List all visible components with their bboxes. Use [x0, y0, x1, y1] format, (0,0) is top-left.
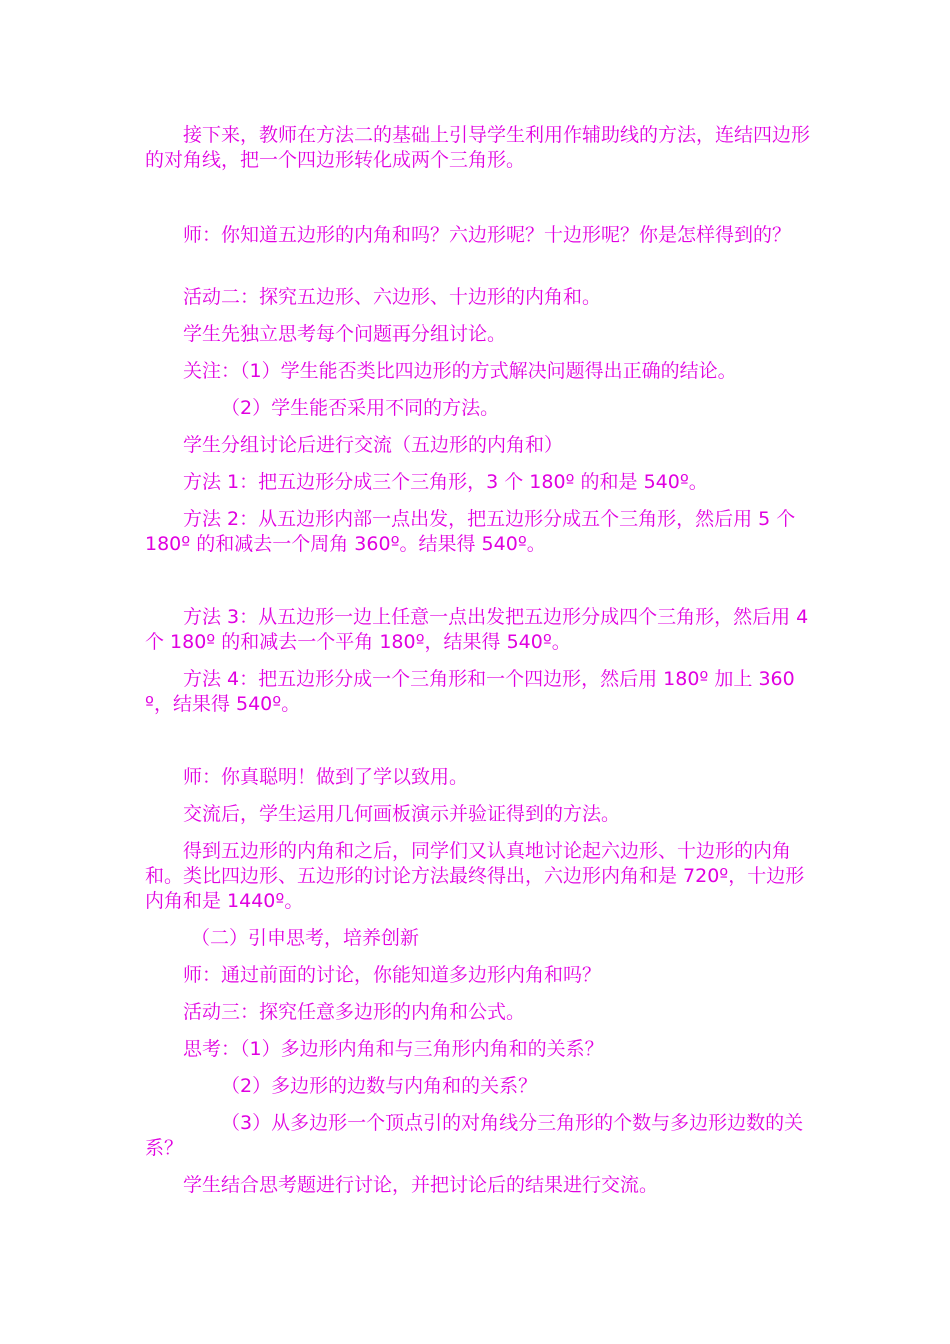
- paragraph-focus-1: 关注：（1）学生能否类比四边形的方式解决问题得出正确的结论。: [183, 360, 737, 382]
- paragraph-geometry-demo: 交流后，学生运用几何画板演示并验证得到的方法。: [183, 803, 621, 825]
- section-heading-extension: （二）引申思考，培养创新: [191, 927, 420, 949]
- paragraph-group-discussion: 学生分组讨论后进行交流（五边形的内角和）: [183, 434, 564, 456]
- paragraph-think-3: （3）从多边形一个顶点引的对角线分三角形的个数与多边形边数的关系？: [145, 1112, 804, 1159]
- paragraph-auxiliary-line: 接下来，教师在方法二的基础上引导学生利用作辅助线的方法，连结四边形的对角线，把一个四边形转化成两个三角形。: [145, 124, 811, 171]
- paragraph-method-2: 方法 2：从五边形内部一点出发，把五边形分成五个三角形，然后用 5 个 180º 的和减去一个周角 360º。结果得 540º。: [145, 508, 796, 555]
- paragraph-think-2: （2）多边形的边数与内角和的关系？: [221, 1075, 538, 1097]
- paragraph-hexagon-decagon: 得到五边形的内角和之后，同学们又认真地讨论起六边形、十边形的内角和。类比四边形、五边形的讨论方法最终得出，六边形内角和是 720º，十边形内角和是 1440º。: [145, 840, 805, 912]
- paragraph-independent-thinking: 学生先独立思考每个问题再分组讨论。: [183, 323, 507, 345]
- paragraph-activity-three: 活动三：探究任意多边形的内角和公式。: [183, 1001, 526, 1023]
- paragraph-activity-two: 活动二：探究五边形、六边形、十边形的内角和。: [183, 286, 602, 308]
- paragraph-final-discussion: 学生结合思考题进行讨论，并把讨论后的结果进行交流。: [183, 1174, 659, 1196]
- paragraph-teacher-question-2: 师：通过前面的讨论，你能知道多边形内角和吗？: [183, 964, 602, 986]
- paragraph-think-1: 思考：（1）多边形内角和与三角形内角和的关系？: [183, 1038, 604, 1060]
- paragraph-method-3: 方法 3：从五边形一边上任意一点出发把五边形分成四个三角形，然后用 4 个 180º 的和减去一个平角 180º，结果得 540º。: [145, 606, 809, 653]
- paragraph-method-1: 方法 1：把五边形分成三个三角形，3 个 180º 的和是 540º。: [183, 471, 708, 493]
- paragraph-focus-2: （2）学生能否采用不同的方法。: [221, 397, 500, 419]
- paragraph-teacher-praise: 师：你真聪明！做到了学以致用。: [183, 766, 469, 788]
- paragraph-method-4: 方法 4：把五边形分成一个三角形和一个四边形，然后用 180º 加上 360º，结果得 540º。: [145, 668, 795, 715]
- paragraph-teacher-question-1: 师：你知道五边形的内角和吗？六边形呢？十边形呢？你是怎样得到的？: [183, 224, 792, 246]
